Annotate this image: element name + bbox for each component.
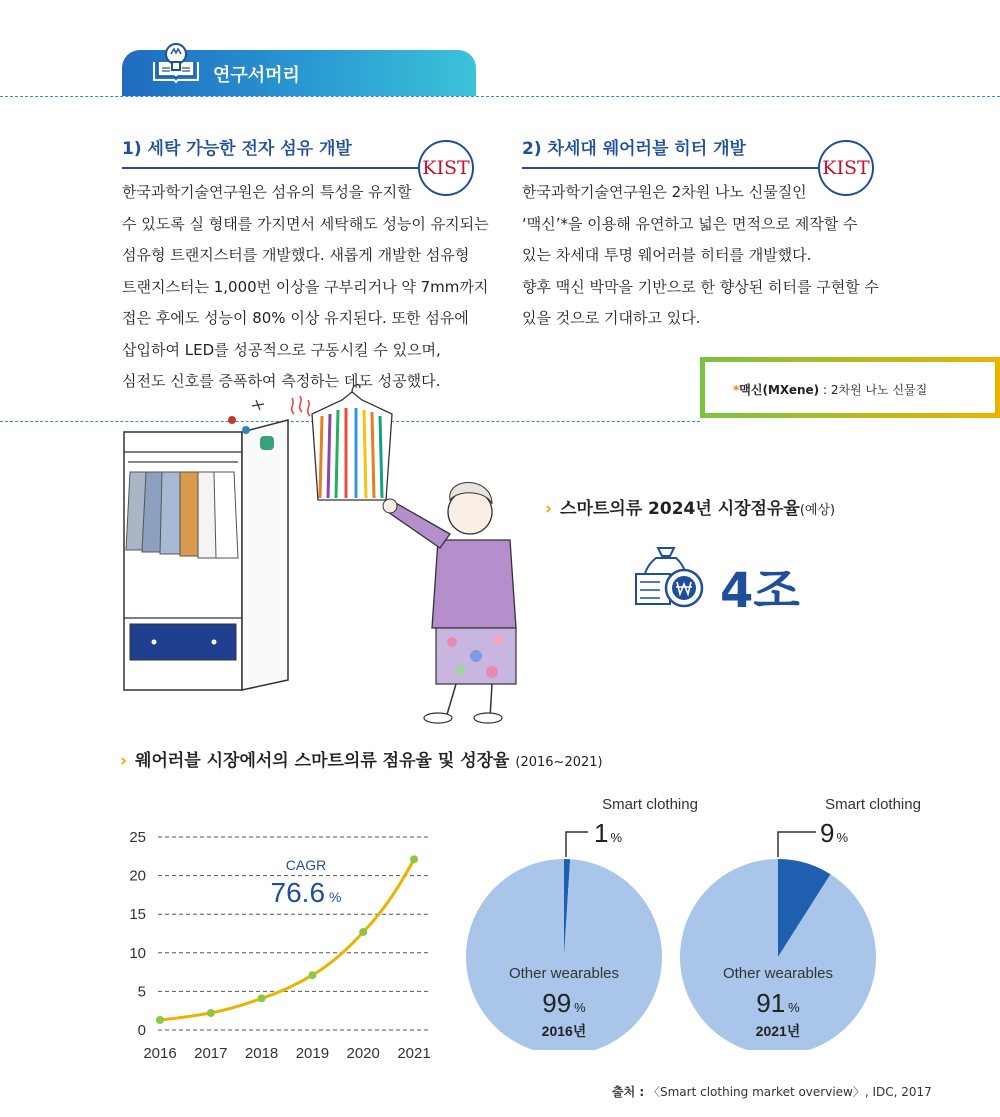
stat-label: › 스마트의류 2024년 시장점유율(예상) xyxy=(545,499,836,519)
section1-line: 심전도 신호를 증폭하여 측정하는 데도 성공했다. xyxy=(122,372,441,390)
section1-body xyxy=(122,177,489,398)
kist-logo: KIST xyxy=(418,140,474,196)
x-tick-label: 2019 xyxy=(295,1045,330,1062)
x-tick-label: 2016 xyxy=(143,1045,177,1062)
smart-clothing-label: Smart clothing xyxy=(602,796,698,813)
other-wearables-label: Other wearables xyxy=(722,965,834,982)
section1-line: 트랜지스터는 1,000번 이상을 구부리거나 약 7mm까지 xyxy=(122,277,489,296)
section2-title: 2) 차세대 웨어러블 히터 개발 xyxy=(522,139,746,159)
other-wearables-label: Other wearables xyxy=(508,965,620,982)
other-wearables-value: 91 % xyxy=(756,988,800,1018)
chart-heading: › 웨어러블 시장에서의 스마트의류 점유율 및 성장율 (2016~2021) xyxy=(120,751,603,771)
pie-slices xyxy=(680,859,876,1050)
other-wearables-value: 99 % xyxy=(542,988,586,1018)
y-tick-label: 25 xyxy=(129,829,146,846)
section2-line: 향후 맥신 박막을 기반으로 한 향상된 히터를 구현할 수 xyxy=(522,277,879,296)
chevron-right-icon: › xyxy=(545,499,553,519)
section2-line: 있는 차세대 투명 웨어러블 히터를 개발했다. xyxy=(522,246,812,264)
x-tick-label: 2017 xyxy=(194,1045,228,1062)
y-tick-label: 20 xyxy=(129,867,146,885)
y-tick-label: 5 xyxy=(137,983,146,1001)
data-point xyxy=(207,1009,215,1017)
data-point xyxy=(410,855,418,863)
section1-title: 1) 세탁 가능한 전자 섬유 개발 xyxy=(122,139,352,159)
pie-year-label: 2021년 xyxy=(755,1023,801,1039)
y-tick-label: 10 xyxy=(129,944,146,962)
pie-chart-2016 xyxy=(460,790,700,1050)
smart-clothing-value: 9 % xyxy=(820,818,849,848)
y-tick-label: 15 xyxy=(129,906,146,924)
pie-slices xyxy=(466,859,662,1050)
leader-line xyxy=(778,832,816,857)
section1-line: 섬유형 트랜지스터를 개발했다. 새롭게 개발한 섬유형 xyxy=(122,246,470,264)
smart-clothing-label: Smart clothing xyxy=(825,796,921,813)
line-chart xyxy=(118,820,448,1065)
section1-line: 접은 후에도 성능이 80% 이상 유지된다. 또한 섬유에 xyxy=(122,309,469,327)
section1-rule xyxy=(122,167,422,169)
source-note: 출처 : 〈Smart clothing market overview〉, IDC, 2017 xyxy=(612,1085,932,1099)
section1-line: 한국과학기술연구원은 섬유의 특성을 유지할 xyxy=(122,183,412,201)
header-title: 연구서머리 xyxy=(213,65,300,86)
leader-line xyxy=(566,832,588,857)
footnote-text: *맥신(MXene) : 2차원 나노 신물질 xyxy=(733,383,928,397)
money-bag-coin-icon xyxy=(630,538,710,612)
section2-rule xyxy=(522,167,822,169)
pie-slice-other-wearables xyxy=(466,859,662,1050)
section2-line: 있을 것으로 기대하고 있다. xyxy=(522,309,701,327)
kist-logo: KIST xyxy=(818,140,874,196)
cagr-label: CAGR xyxy=(285,857,327,873)
section2-body xyxy=(522,177,879,335)
wardrobe-illustration xyxy=(120,380,520,730)
x-tick-label: 2021 xyxy=(397,1045,431,1062)
divider xyxy=(0,96,1000,97)
x-tick-label: 2020 xyxy=(346,1045,380,1062)
data-point xyxy=(359,928,367,936)
smart-clothing-value: 1 % xyxy=(594,818,623,848)
x-tick-label: 2018 xyxy=(244,1045,279,1062)
pie-year-label: 2016년 xyxy=(541,1023,587,1039)
pie-chart-2021 xyxy=(676,790,966,1050)
section2-line: ‘맥신’*을 이용해 유연하고 넓은 면적으로 제작할 수 xyxy=(522,214,858,233)
stat-value: 4조 xyxy=(720,563,800,619)
section2-line: 한국과학기술연구원은 2차원 나노 신물질인 xyxy=(522,183,807,201)
pie-slice-other-wearables xyxy=(680,859,876,1050)
lightbulb-book-icon xyxy=(150,40,202,84)
cagr-value: 76.6 % xyxy=(270,877,342,908)
footnote-box xyxy=(700,357,1000,418)
chevron-right-icon: › xyxy=(120,751,128,771)
data-point xyxy=(156,1016,164,1024)
section1-line: 삽입하여 LED를 성공적으로 구동시킬 수 있으며, xyxy=(122,340,441,359)
y-tick-label: 0 xyxy=(137,1022,146,1039)
section1-line: 수 있도록 실 형태를 가지면서 세탁해도 성능이 유지되는 xyxy=(122,214,489,233)
data-point xyxy=(308,971,316,979)
data-point xyxy=(258,994,266,1002)
